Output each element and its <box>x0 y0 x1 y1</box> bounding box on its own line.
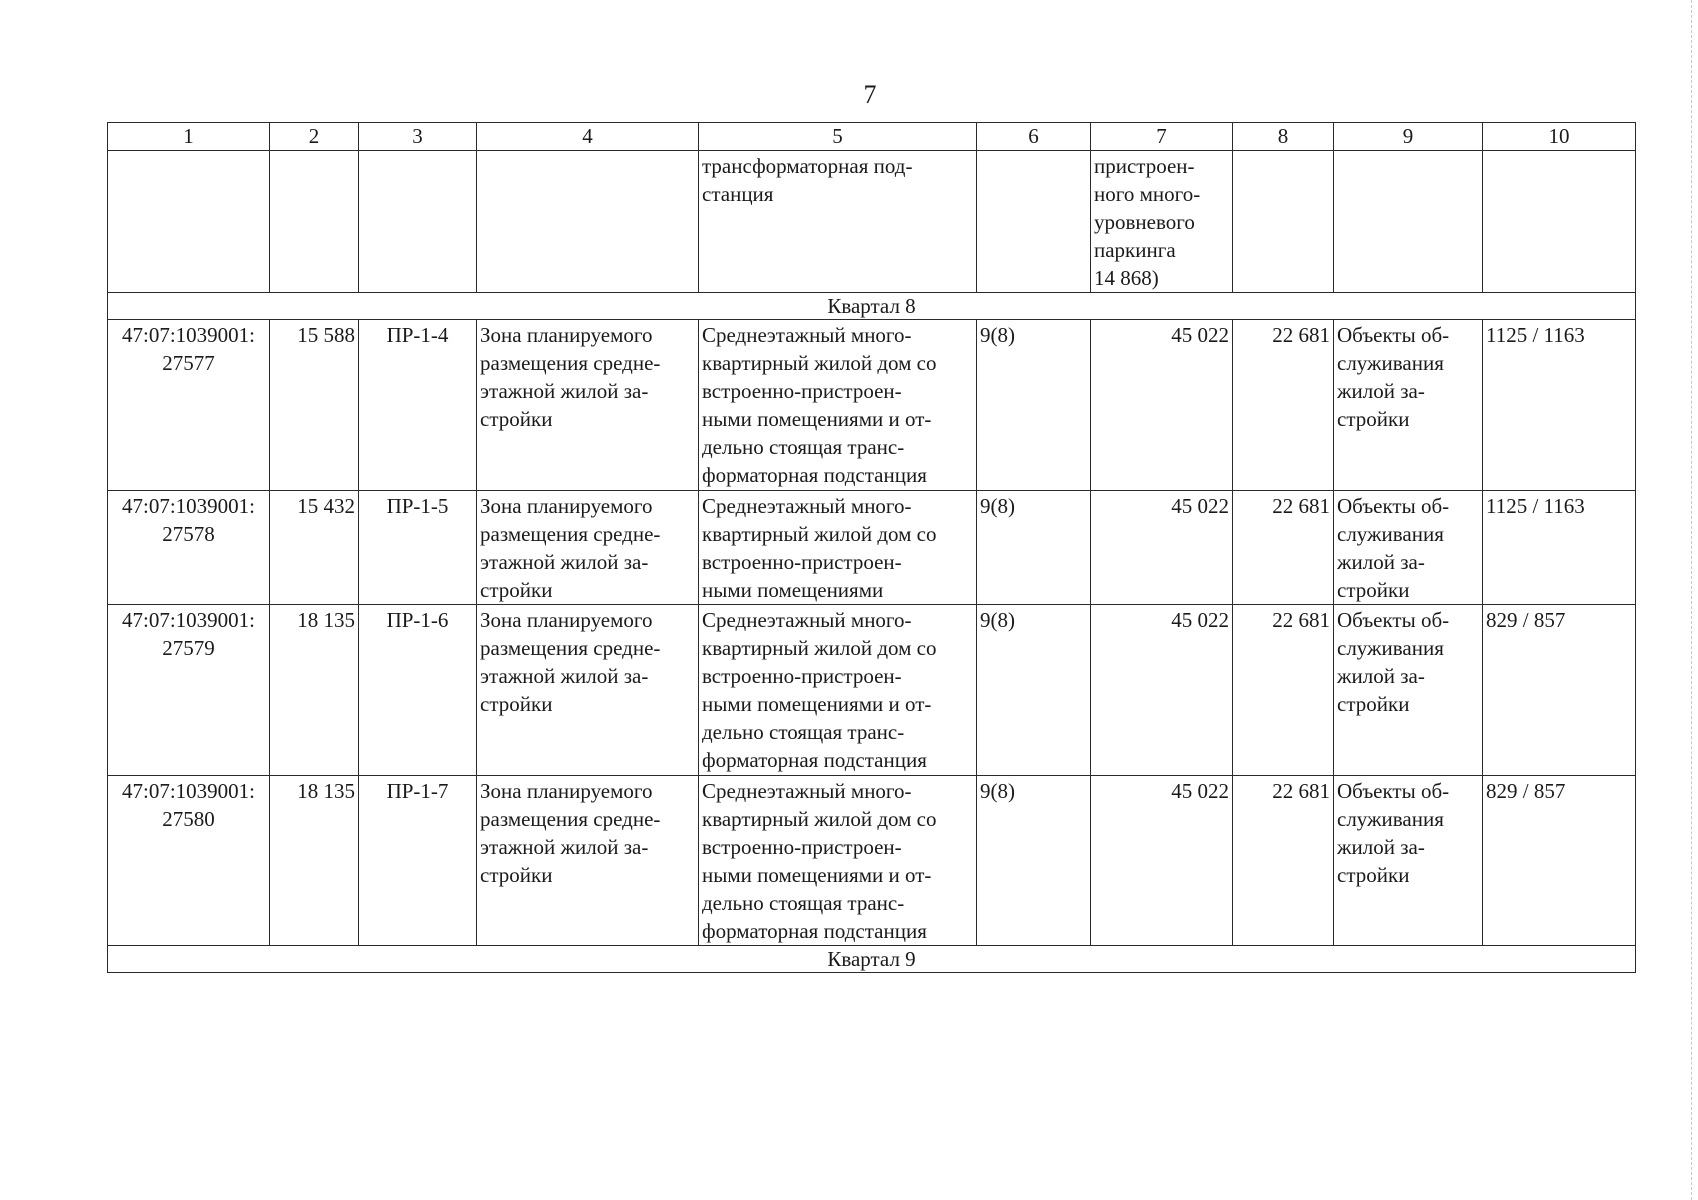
object-cell: трансформаторная под- станция <box>699 151 977 293</box>
zone-cell: Зона планируемого размещения средне- этажной жилой за- стройки <box>477 320 699 491</box>
table-row <box>108 320 1636 491</box>
continuation-row <box>108 151 1636 293</box>
section-row <box>108 946 1636 973</box>
table-cell <box>977 151 1091 293</box>
parking-cell: 1125 / 1163 <box>1483 491 1636 605</box>
service-cell: Объекты об- служивания жилой за- стройки <box>1334 491 1483 605</box>
section-heading-quarter-9: Квартал 9 <box>108 946 1636 973</box>
table-cell <box>1334 151 1483 293</box>
parking-cell: 829 / 857 <box>1483 776 1636 946</box>
table-cell <box>477 151 699 293</box>
column-header: 2 <box>270 123 359 151</box>
cadastral-number-cell: 47:07:1039001: 27577 <box>108 320 270 491</box>
floors-cell: 9(8) <box>977 491 1091 605</box>
service-cell: Объекты об- служивания жилой за- стройки <box>1334 320 1483 491</box>
column-header: 1 <box>108 123 270 151</box>
zone-cell: Зона планируемого размещения средне- этажной жилой за- стройки <box>477 491 699 605</box>
plot-area-cell: 18 135 <box>270 605 359 776</box>
cadastral-number-cell: 47:07:1039001: 27578 <box>108 491 270 605</box>
service-cell: Объекты об- служивания жилой за- стройки <box>1334 605 1483 776</box>
table-cell <box>1483 151 1636 293</box>
page-number: 7 <box>863 80 877 109</box>
planning-table <box>107 122 1636 973</box>
total-area-cell: пристроен- ного много- уровневого паркинга 14 868) <box>1091 151 1233 293</box>
column-number-row <box>108 123 1636 151</box>
table-cell <box>270 151 359 293</box>
total-area-cell: 45 022 <box>1091 776 1233 946</box>
cadastral-number-cell: 47:07:1039001: 27580 <box>108 776 270 946</box>
column-header: 9 <box>1334 123 1483 151</box>
table-cell <box>108 151 270 293</box>
zone-cell: Зона планируемого размещения средне- этажной жилой за- стройки <box>477 776 699 946</box>
object-cell: Среднеэтажный много- квартирный жилой дом со встроенно-пристроен- ными помещениями <box>699 491 977 605</box>
plot-code-cell: ПР-1-6 <box>359 605 477 776</box>
table-row <box>108 491 1636 605</box>
plot-area-cell: 18 135 <box>270 776 359 946</box>
section-row <box>108 293 1636 320</box>
cadastral-number-cell: 47:07:1039001: 27579 <box>108 605 270 776</box>
floors-cell: 9(8) <box>977 776 1091 946</box>
column-header: 7 <box>1091 123 1233 151</box>
service-cell: Объекты об- служивания жилой за- стройки <box>1334 776 1483 946</box>
object-cell: Среднеэтажный много- квартирный жилой дом со встроенно-пристроен- ными помещениями и от- дельно стоящая транс- форматорная подстанция <box>699 320 977 491</box>
table-cell <box>359 151 477 293</box>
table-row <box>108 605 1636 776</box>
column-header: 5 <box>699 123 977 151</box>
living-area-cell: 22 681 <box>1233 320 1334 491</box>
plot-code-cell: ПР-1-4 <box>359 320 477 491</box>
plot-code-cell: ПР-1-5 <box>359 491 477 605</box>
object-cell: Среднеэтажный много- квартирный жилой дом со встроенно-пристроен- ными помещениями и от- дельно стоящая транс- форматорная подстанция <box>699 776 977 946</box>
page-edge-line <box>1691 0 1692 1200</box>
total-area-cell: 45 022 <box>1091 605 1233 776</box>
zone-cell: Зона планируемого размещения средне- этажной жилой за- стройки <box>477 605 699 776</box>
column-header: 10 <box>1483 123 1636 151</box>
floors-cell: 9(8) <box>977 320 1091 491</box>
column-header: 4 <box>477 123 699 151</box>
column-header: 6 <box>977 123 1091 151</box>
floors-cell: 9(8) <box>977 605 1091 776</box>
total-area-cell: 45 022 <box>1091 320 1233 491</box>
column-header: 8 <box>1233 123 1334 151</box>
parking-cell: 1125 / 1163 <box>1483 320 1636 491</box>
living-area-cell: 22 681 <box>1233 605 1334 776</box>
column-header: 3 <box>359 123 477 151</box>
object-cell: Среднеэтажный много- квартирный жилой дом со встроенно-пристроен- ными помещениями и от- дельно стоящая транс- форматорная подстанция <box>699 605 977 776</box>
living-area-cell: 22 681 <box>1233 776 1334 946</box>
table-cell <box>1233 151 1334 293</box>
living-area-cell: 22 681 <box>1233 491 1334 605</box>
plot-area-cell: 15 432 <box>270 491 359 605</box>
table-row <box>108 776 1636 946</box>
plot-code-cell: ПР-1-7 <box>359 776 477 946</box>
plot-area-cell: 15 588 <box>270 320 359 491</box>
parking-cell: 829 / 857 <box>1483 605 1636 776</box>
section-heading-quarter-8: Квартал 8 <box>108 293 1636 320</box>
total-area-cell: 45 022 <box>1091 491 1233 605</box>
